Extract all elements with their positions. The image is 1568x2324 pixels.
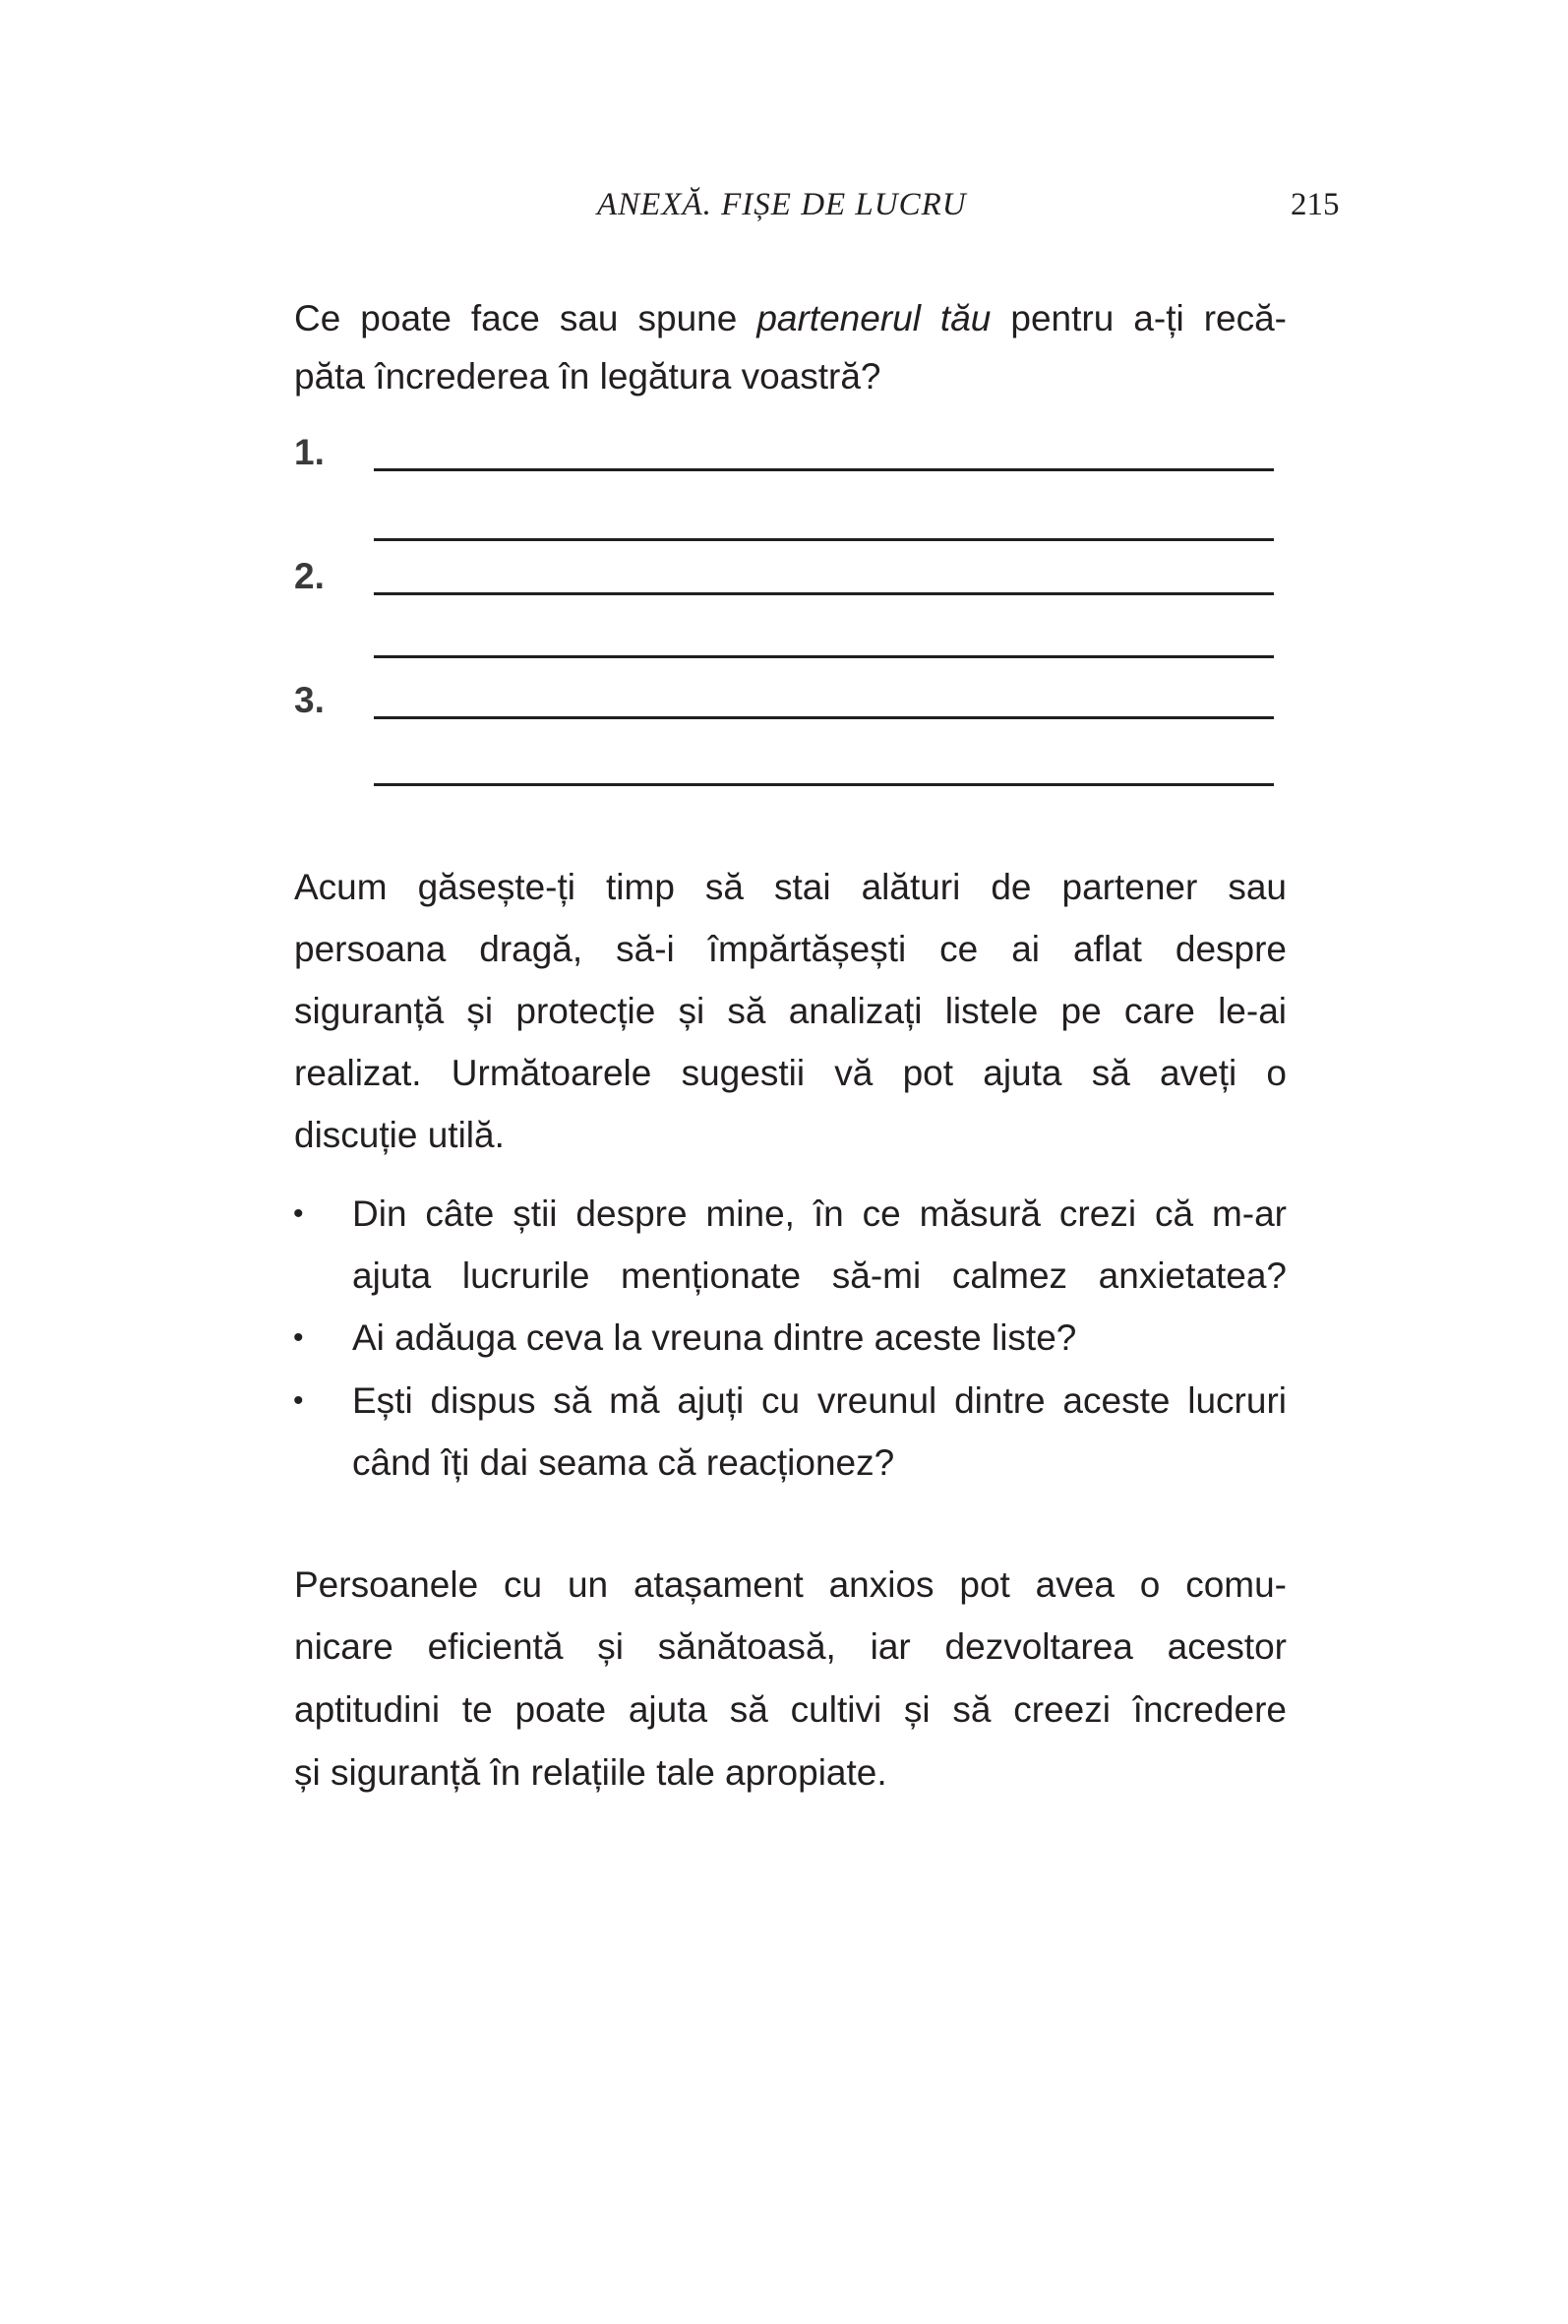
paragraph-line: realizat. Următoarele sugestii vă pot ajuta să aveți o <box>294 1053 1287 1093</box>
question-text: pentru a-ți recă- <box>991 298 1287 338</box>
question-line-2: păta încrederea în legătura voastră? <box>294 356 881 397</box>
bullet-line: când îți dai seama că reacționez? <box>352 1442 895 1483</box>
paragraph-line: aptitudini te poate ajuta să cultivi și să creezi încredere <box>294 1689 1287 1730</box>
page-number: 215 <box>1291 187 1340 222</box>
paragraph-line: Persoanele cu un atașament anxios pot avea o comu- <box>294 1564 1287 1605</box>
answer-line[interactable] <box>374 655 1274 658</box>
answer-number: 2. <box>294 556 325 596</box>
running-header: ANEXĂ. FIȘE DE LUCRU <box>597 187 967 222</box>
paragraph-line: persoana dragă, să-i împărtășești ce ai aflat despre <box>294 929 1287 969</box>
answer-number: 3. <box>294 680 325 720</box>
bullet-icon: • <box>293 1384 304 1417</box>
bullet-line: ajuta lucrurile menționate să-mi calmez anxietatea? <box>352 1255 1287 1296</box>
answer-line[interactable] <box>374 538 1274 541</box>
question-emphasis: partenerul tău <box>756 298 992 338</box>
bullet-line: Din câte știi despre mine, în ce măsură crezi că m-ar <box>352 1193 1287 1234</box>
answer-line[interactable] <box>374 592 1274 595</box>
paragraph-line: nicare eficientă și sănătoasă, iar dezvoltarea acestor <box>294 1626 1287 1667</box>
question-text: Ce poate face sau spune <box>294 298 757 338</box>
paragraph-line: discuție utilă. <box>294 1115 505 1155</box>
bullet-line: Ai adăuga ceva la vreuna dintre aceste liste? <box>352 1317 1077 1358</box>
bullet-icon: • <box>293 1197 304 1230</box>
answer-line[interactable] <box>374 716 1274 719</box>
bullet-line: Ești dispus să mă ajuți cu vreunul dintre aceste lucruri <box>352 1380 1287 1421</box>
paragraph-line: Acum găsește-ți timp să stai alături de partener sau <box>294 867 1287 907</box>
answer-line[interactable] <box>374 468 1274 471</box>
paragraph-line: siguranță și protecție și să analizați listele pe care le-ai <box>294 991 1287 1031</box>
question-line-1 <box>294 287 1287 349</box>
answer-number: 1. <box>294 432 325 472</box>
answer-line[interactable] <box>374 783 1274 786</box>
bullet-icon: • <box>293 1321 304 1354</box>
paragraph-line: și siguranță în relațiile tale apropiate. <box>294 1752 887 1793</box>
